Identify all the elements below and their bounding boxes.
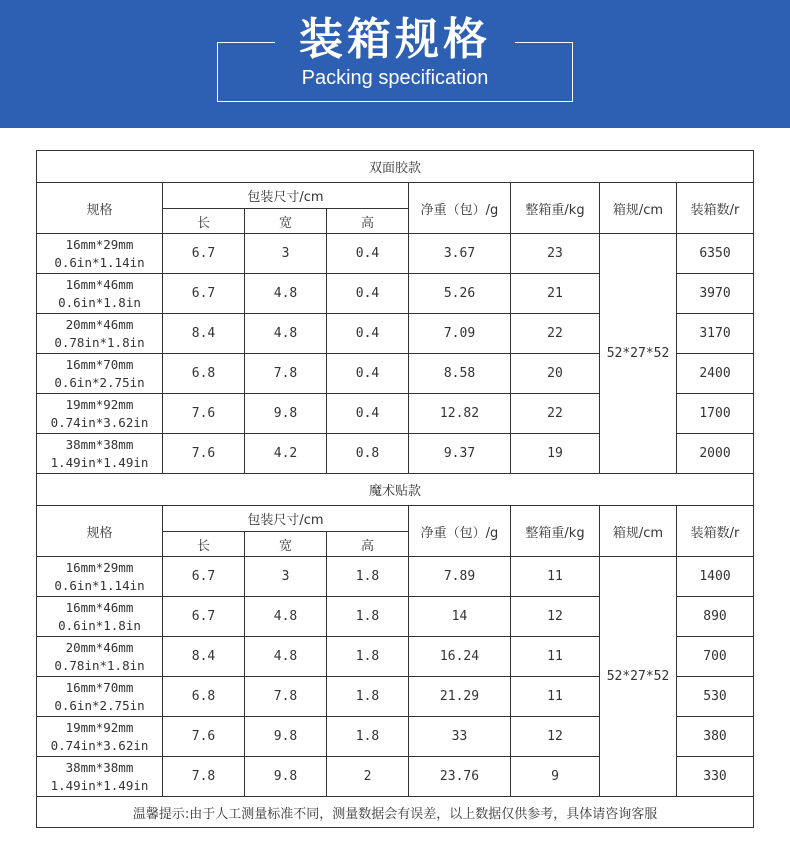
spec-mm: 38mm*38mm <box>65 436 134 452</box>
width-cell: 9.8 <box>245 717 327 757</box>
spec-mm: 16mm*29mm <box>65 559 134 575</box>
length-cell: 6.7 <box>163 274 245 314</box>
net-weight-cell: 14 <box>409 597 511 637</box>
width-cell: 7.8 <box>245 354 327 394</box>
width-cell: 4.2 <box>245 434 327 474</box>
col-header-box-count: 装箱数/r <box>677 506 754 557</box>
box-count-cell: 1400 <box>677 557 754 597</box>
footer-row <box>37 797 754 828</box>
box-count-cell: 890 <box>677 597 754 637</box>
header-row <box>37 183 754 209</box>
spec-cell <box>37 597 163 637</box>
spec-cell <box>37 434 163 474</box>
section-title: 魔术贴款 <box>37 474 754 506</box>
box-count-cell: 2400 <box>677 354 754 394</box>
height-cell: 1.8 <box>327 677 409 717</box>
col-header-length: 长 <box>163 532 245 557</box>
box-count-cell: 1700 <box>677 394 754 434</box>
spec-mm: 38mm*38mm <box>65 759 134 775</box>
box-count-cell: 700 <box>677 637 754 677</box>
section-title-row <box>37 474 754 506</box>
col-header-net-weight: 净重（包）/g <box>409 183 511 234</box>
col-header-package-size: 包装尺寸/cm <box>163 183 409 209</box>
spec-mm: 16mm*46mm <box>65 599 134 615</box>
box-weight-cell: 22 <box>511 314 600 354</box>
col-header-box-weight: 整箱重/kg <box>511 183 600 234</box>
length-cell: 6.7 <box>163 597 245 637</box>
box-weight-cell: 11 <box>511 557 600 597</box>
spec-in: 1.49in*1.49in <box>50 454 149 470</box>
spec-in: 0.78in*1.8in <box>54 657 145 673</box>
page-title: 装箱规格 <box>0 14 790 66</box>
box-size-cell: 52*27*52 <box>600 557 677 797</box>
width-cell: 4.8 <box>245 597 327 637</box>
box-weight-cell: 20 <box>511 354 600 394</box>
length-cell: 7.6 <box>163 394 245 434</box>
spec-mm: 16mm*29mm <box>65 236 134 252</box>
box-weight-cell: 19 <box>511 434 600 474</box>
col-header-height: 高 <box>327 209 409 234</box>
spec-cell <box>37 637 163 677</box>
net-weight-cell: 23.76 <box>409 757 511 797</box>
box-count-cell: 380 <box>677 717 754 757</box>
height-cell: 0.4 <box>327 234 409 274</box>
width-cell: 7.8 <box>245 677 327 717</box>
spec-cell <box>37 354 163 394</box>
col-header-spec: 规格 <box>37 183 163 234</box>
col-header-box-weight: 整箱重/kg <box>511 506 600 557</box>
spec-cell <box>37 757 163 797</box>
spec-mm: 20mm*46mm <box>65 316 134 332</box>
length-cell: 6.7 <box>163 234 245 274</box>
col-header-box-size: 箱规/cm <box>600 506 677 557</box>
spec-cell <box>37 677 163 717</box>
width-cell: 3 <box>245 234 327 274</box>
spec-cell <box>37 314 163 354</box>
page-subtitle: Packing specification <box>301 67 489 89</box>
length-cell: 7.8 <box>163 757 245 797</box>
spec-cell <box>37 394 163 434</box>
spec-mm: 19mm*92mm <box>65 719 134 735</box>
net-weight-cell: 7.09 <box>409 314 511 354</box>
length-cell: 6.8 <box>163 677 245 717</box>
net-weight-cell: 5.26 <box>409 274 511 314</box>
width-cell: 4.8 <box>245 274 327 314</box>
height-cell: 1.8 <box>327 597 409 637</box>
spec-in: 1.49in*1.49in <box>50 777 149 793</box>
spec-cell <box>37 557 163 597</box>
col-header-box-size: 箱规/cm <box>600 183 677 234</box>
width-cell: 9.8 <box>245 757 327 797</box>
width-cell: 4.8 <box>245 637 327 677</box>
spec-in: 0.78in*1.8in <box>54 334 145 350</box>
section-title-row <box>37 151 754 183</box>
length-cell: 8.4 <box>163 314 245 354</box>
box-weight-cell: 22 <box>511 394 600 434</box>
box-weight-cell: 9 <box>511 757 600 797</box>
net-weight-cell: 7.89 <box>409 557 511 597</box>
net-weight-cell: 3.67 <box>409 234 511 274</box>
spec-mm: 16mm*46mm <box>65 276 134 292</box>
box-size-cell: 52*27*52 <box>600 234 677 474</box>
box-count-cell: 3970 <box>677 274 754 314</box>
header-row <box>37 506 754 532</box>
height-cell: 0.4 <box>327 274 409 314</box>
box-weight-cell: 12 <box>511 717 600 757</box>
box-count-cell: 530 <box>677 677 754 717</box>
box-weight-cell: 21 <box>511 274 600 314</box>
spec-mm: 16mm*70mm <box>65 679 134 695</box>
height-cell: 1.8 <box>327 557 409 597</box>
spec-in: 0.6in*1.14in <box>54 254 145 270</box>
height-cell: 1.8 <box>327 717 409 757</box>
height-cell: 2 <box>327 757 409 797</box>
table-row <box>37 234 754 274</box>
packing-spec-table <box>36 150 754 828</box>
length-cell: 6.7 <box>163 557 245 597</box>
box-weight-cell: 11 <box>511 637 600 677</box>
net-weight-cell: 21.29 <box>409 677 511 717</box>
height-cell: 1.8 <box>327 637 409 677</box>
spec-in: 0.6in*1.8in <box>58 294 141 310</box>
col-header-spec: 规格 <box>37 506 163 557</box>
height-cell: 0.4 <box>327 394 409 434</box>
spec-in: 0.6in*2.75in <box>54 697 145 713</box>
height-cell: 0.4 <box>327 354 409 394</box>
box-count-cell: 2000 <box>677 434 754 474</box>
col-header-length: 长 <box>163 209 245 234</box>
col-header-net-weight: 净重（包）/g <box>409 506 511 557</box>
spec-cell <box>37 274 163 314</box>
spec-mm: 16mm*70mm <box>65 356 134 372</box>
col-header-package-size: 包装尺寸/cm <box>163 506 409 532</box>
width-cell: 3 <box>245 557 327 597</box>
spec-mm: 19mm*92mm <box>65 396 134 412</box>
col-header-width: 宽 <box>245 532 327 557</box>
length-cell: 6.8 <box>163 354 245 394</box>
net-weight-cell: 12.82 <box>409 394 511 434</box>
spec-in: 0.6in*2.75in <box>54 374 145 390</box>
spec-cell <box>37 717 163 757</box>
width-cell: 9.8 <box>245 394 327 434</box>
box-count-cell: 6350 <box>677 234 754 274</box>
net-weight-cell: 16.24 <box>409 637 511 677</box>
spec-in: 0.6in*1.8in <box>58 617 141 633</box>
box-weight-cell: 11 <box>511 677 600 717</box>
spec-in: 0.6in*1.14in <box>54 577 145 593</box>
footer-note: 温馨提示:由于人工测量标准不同，测量数据会有误差，以上数据仅供参考，具体请咨询客服 <box>37 797 754 828</box>
box-weight-cell: 23 <box>511 234 600 274</box>
height-cell: 0.8 <box>327 434 409 474</box>
box-weight-cell: 12 <box>511 597 600 637</box>
length-cell: 8.4 <box>163 637 245 677</box>
spec-in: 0.74in*3.62in <box>50 414 149 430</box>
box-count-cell: 330 <box>677 757 754 797</box>
net-weight-cell: 8.58 <box>409 354 511 394</box>
height-cell: 0.4 <box>327 314 409 354</box>
net-weight-cell: 9.37 <box>409 434 511 474</box>
spec-mm: 20mm*46mm <box>65 639 134 655</box>
col-header-width: 宽 <box>245 209 327 234</box>
spec-in: 0.74in*3.62in <box>50 737 149 753</box>
col-header-box-count: 装箱数/r <box>677 183 754 234</box>
length-cell: 7.6 <box>163 717 245 757</box>
width-cell: 4.8 <box>245 314 327 354</box>
spec-cell <box>37 234 163 274</box>
net-weight-cell: 33 <box>409 717 511 757</box>
col-header-height: 高 <box>327 532 409 557</box>
section-title: 双面胶款 <box>37 151 754 183</box>
box-count-cell: 3170 <box>677 314 754 354</box>
length-cell: 7.6 <box>163 434 245 474</box>
table-row <box>37 557 754 597</box>
